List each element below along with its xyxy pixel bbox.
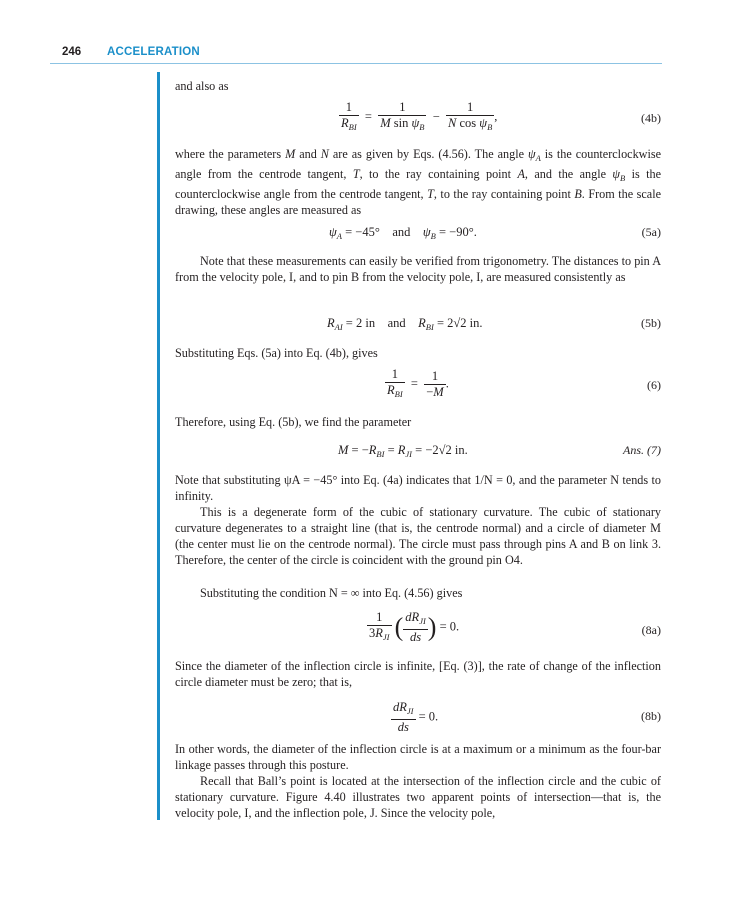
equation-8a: $\frac{1}{3R_{JI}}$ ( $\frac{dR_{JI}}{ds}$ ) = 0. (8a) (369, 610, 661, 644)
paragraph-10 (175, 741, 661, 773)
eq-label-4b: (4b) (641, 111, 661, 125)
text-p4: Substituting Eqs. (5a) into Eq. (4b), gives (175, 346, 378, 360)
eq-label-8a: (8a) (641, 623, 661, 637)
text-p10: In other words, the diameter of the inflection circle is at a maximum or a minimum as the four-bar linkage passes through this posture. (175, 742, 661, 772)
text-p7: This is a degenerate form of the cubic of stationary curvature. The cubic of stationary curvature degenerates to a straight line (that is, the centrode normal) and a circle of diameter M (the center must lie on the centrode normal). The circle must pass through pins A and B on link 3. Therefore, the center of the circle is coincident with the ground pin O4. (175, 505, 661, 567)
equation-8b: $\frac{dR_{JI}}{ds}$ = 0. (8b) (393, 700, 661, 734)
paragraph-6 (175, 472, 661, 504)
equation-4b: $\frac{1}{R_{BI}}$ = $\frac{1}{M \sin \psi_B}$ − $\frac{1}{N \cos \psi_B}$ , (4b) (341, 100, 661, 132)
page-number: 246 (62, 46, 82, 58)
text-p1: and also as (175, 79, 229, 93)
margin-bar (157, 72, 160, 820)
eq-label-5a: (5a) (641, 225, 661, 239)
paragraph-7 (175, 504, 661, 568)
text-p9: Since the diameter of the inflection circle is infinite, [Eq. (3)], the rate of change of the inflection circle diameter must be zero; that is, (175, 659, 661, 689)
chapter-title: ACCELERATION (107, 46, 200, 58)
equation-7: $M = -R_{BI} = R_{JI} = -2√2$ in. Ans. (7) (338, 443, 661, 459)
paragraph-11 (175, 773, 661, 821)
eq-label-7: Ans. (7) (623, 443, 661, 457)
paragraph-3 (175, 253, 661, 285)
paragraph-9 (175, 658, 661, 690)
eq-label-8b: (8b) (641, 709, 661, 723)
header-rule (50, 63, 662, 64)
eq-label-5b: (5b) (641, 316, 661, 330)
text-p6: Note that substituting ψA = −45° into Eq. (4a) indicates that 1/N = 0, and the parameter N tends to infinity. (175, 473, 661, 503)
paragraph-5 (175, 414, 661, 430)
running-header (50, 44, 662, 64)
equation-5b: $R_{AI} = 2$ in and $R_{BI} = 2√2$ in. (5b) (327, 316, 661, 332)
paragraph-8 (175, 585, 661, 601)
equation-6: $\frac{1}{R_{BI}}$ = $\frac{1}{-M}$ . (6) (387, 367, 661, 399)
paragraph-4 (175, 345, 661, 361)
text-p11: Recall that Ball’s point is located at the intersection of the inflection circle and the cubic of stationary curvature. Figure 4.40 illustrates two apparent points of intersection—that is, the velocity pole, I, and the inflection pole, J. Since the velocity pole, (175, 774, 661, 820)
text-p8: Substituting the condition N = ∞ into Eq. (4.56) gives (200, 586, 463, 600)
paragraph-2: where the parameters M and N are as given by Eqs. (4.56). The angle $\psi_A$ is the counterclockwise angle from the centrode tangent, T, to the ray containing point A, and the angle $\psi_B$ is the counterclockwise angle from the centrode tangent, T, to the ray containing point B. From the scale drawing, these angles are measured as (175, 147, 662, 217)
equation-5a: $\psi_A = -45^\circ$ and $\psi_B = -90^\circ$. (5a) (329, 225, 661, 241)
text-p3: Note that these measurements can easily be verified from trigonometry. The distances to pin A from the velocity pole, I, and to pin B from the velocity pole, I, are measured consistently as (175, 254, 661, 284)
eq-label-6: (6) (647, 378, 661, 392)
paragraph-1 (175, 78, 661, 94)
text-p5: Therefore, using Eq. (5b), we find the parameter (175, 415, 412, 429)
